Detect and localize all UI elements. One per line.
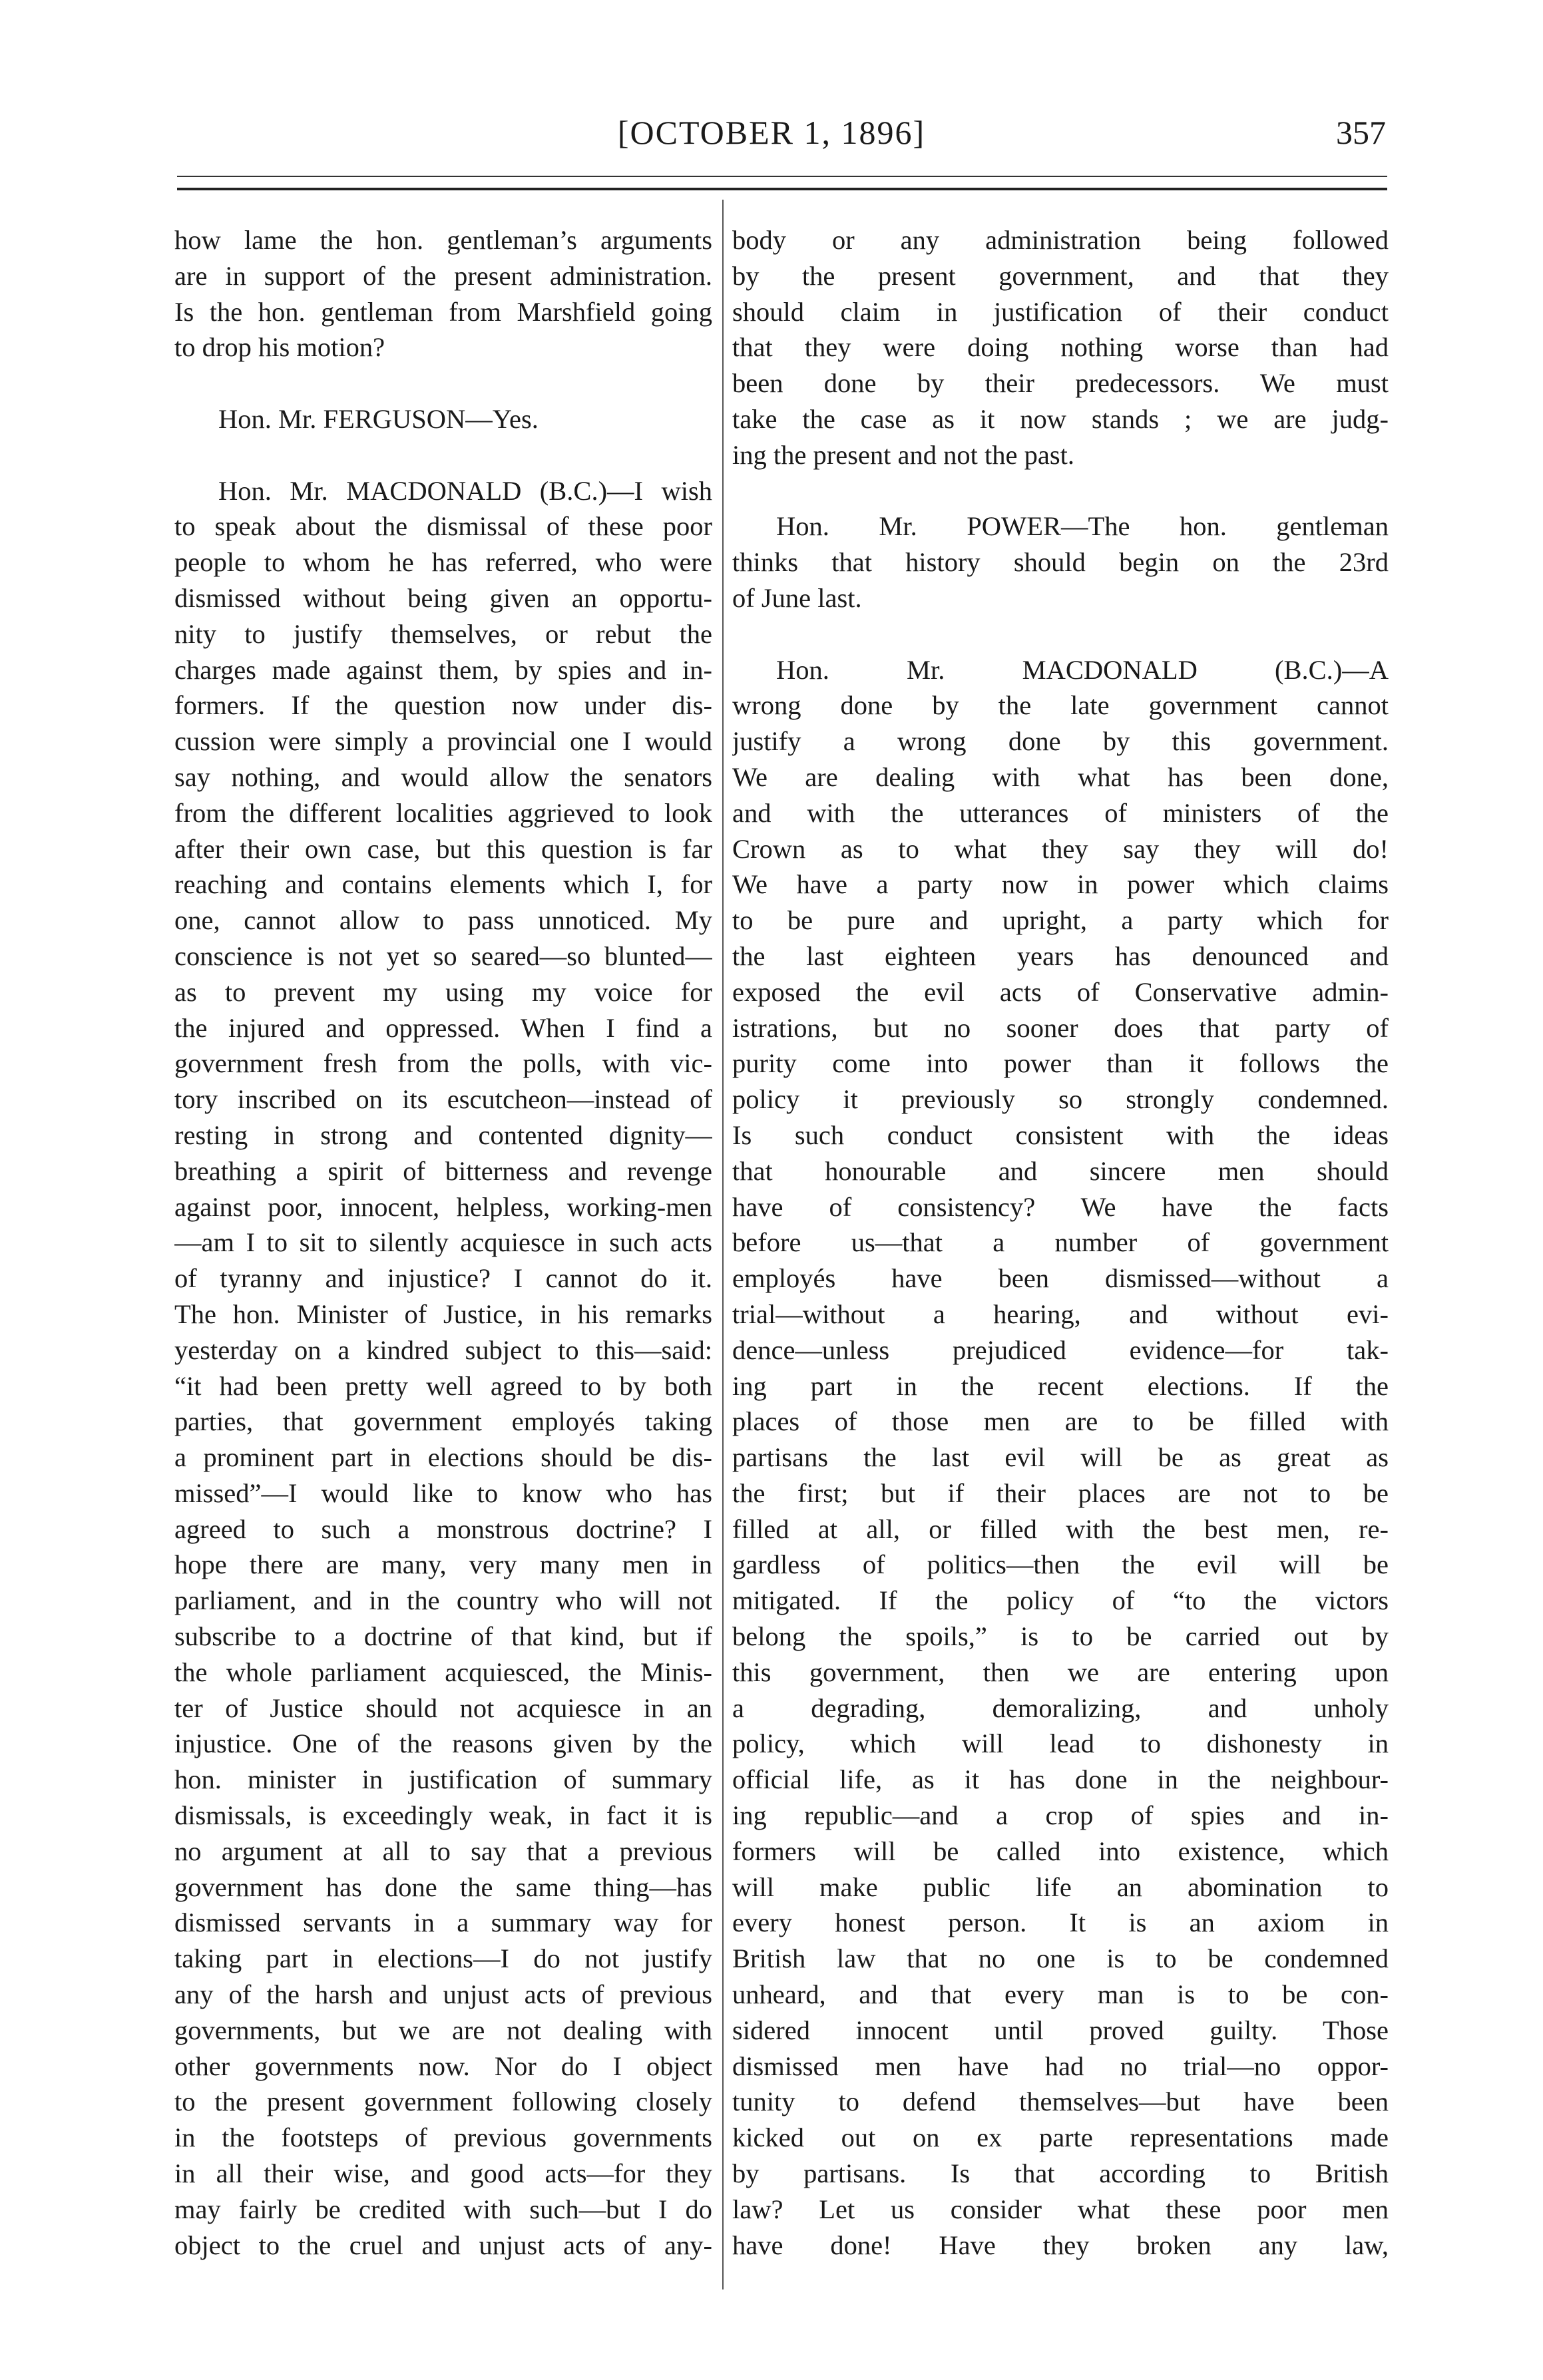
text-line: dence—unless prejudiced evidence—for tak-	[732, 1334, 1389, 1365]
text-line: The hon. Minister of Justice, in his remarks	[174, 1298, 712, 1329]
text-line: charges made against them, by spies and in-	[174, 654, 712, 685]
text-line: Is such conduct consistent with the ideas	[732, 1119, 1389, 1150]
text-line: law? Let us consider what these poor men	[732, 2194, 1389, 2224]
text-line: have of consistency? We have the facts	[732, 1191, 1389, 1222]
text-line: We have a party now in power which claims	[732, 869, 1389, 900]
text-line: and with the utterances of ministers of the	[732, 797, 1389, 828]
text-line: any of the harsh and unjust acts of previous	[174, 1979, 712, 2010]
text-line: a prominent part in elections should be dis-	[174, 1442, 712, 1473]
header-rule-thick	[177, 188, 1387, 190]
text-line: “it had been pretty well agreed to by both	[174, 1370, 712, 1401]
text-line: agreed to such a monstrous doctrine? I	[174, 1513, 712, 1544]
text-line: British law that no one is to be condemned	[732, 1943, 1389, 1974]
left-column	[174, 222, 712, 2263]
text-line	[732, 616, 1389, 652]
text-line: hope there are many, very many men in	[174, 1549, 712, 1580]
text-line: sidered innocent until proved guilty. Those	[732, 2015, 1389, 2045]
text-line: the injured and oppressed. When I find a	[174, 1012, 712, 1043]
text-line: policy it previously so strongly condemned.	[732, 1084, 1389, 1115]
text-line: nity to justify themselves, or rebut the	[174, 618, 712, 649]
text-line: the first; but if their places are not to be	[732, 1478, 1389, 1508]
text-line: dismissed servants in a summary way for	[174, 1907, 712, 1938]
text-line: no argument at all to say that a previous	[174, 1836, 712, 1866]
text-line: to speak about the dismissal of these poor	[174, 511, 712, 542]
text-line: object to the cruel and unjust acts of any-	[174, 2230, 712, 2260]
text-line: taking part in elections—I do not justify	[174, 1943, 712, 1974]
text-line: policy, which will lead to dishonesty in	[732, 1728, 1389, 1759]
text-line: take the case as it now stands ; we are judg-	[732, 403, 1389, 434]
text-line: body or any administration being followed	[732, 225, 1389, 255]
text-line	[174, 437, 712, 473]
text-line: formers. If the question now under dis-	[174, 690, 712, 721]
text-line: ing republic—and a crop of spies and in-	[732, 1800, 1389, 1831]
text-line: say nothing, and would allow the senators	[174, 761, 712, 792]
text-line: partisans the last evil will be as great as	[732, 1442, 1389, 1473]
text-line: We are dealing with what has been done,	[732, 761, 1389, 792]
text-line: ing the present and not the past.	[732, 439, 1075, 470]
text-line: been done by their predecessors. We must	[732, 368, 1389, 399]
text-line: yesterday on a kindred subject to this—said:	[174, 1334, 712, 1365]
text-line: missed”—I would like to know who has	[174, 1478, 712, 1508]
text-line: in the footsteps of previous governments	[174, 2122, 712, 2153]
text-line: every honest person. It is an axiom in	[732, 1907, 1389, 1938]
text-line: wrong done by the late government cannot	[732, 690, 1389, 721]
text-line: mitigated. If the policy of “to the victors	[732, 1585, 1389, 1616]
text-line: how lame the hon. gentleman’s arguments	[174, 225, 712, 255]
text-line: governments, but we are not dealing with	[174, 2015, 712, 2045]
text-line: by partisans. Is that according to British	[732, 2158, 1389, 2189]
text-line: unheard, and that every man is to be con-	[732, 1979, 1389, 2010]
text-line: purity come into power than it follows the	[732, 1048, 1389, 1079]
page-header-date: [OCTOBER 1, 1896]	[617, 114, 926, 151]
text-line: hon. minister in justification of summary	[174, 1764, 712, 1795]
text-line: filled at all, or filled with the best men, re-	[732, 1513, 1389, 1544]
page-number: 357	[1336, 114, 1386, 151]
text-line: Hon. Mr. FERGUSON—Yes.	[218, 403, 539, 434]
text-line: dismissed men have had no trial—no oppor-	[732, 2051, 1389, 2081]
text-line: government has done the same thing—has	[174, 1872, 712, 1902]
text-line: belong the spoils,” is to be carried out by	[732, 1621, 1389, 1652]
text-line: conscience is not yet so seared—so blunted—	[174, 940, 712, 971]
text-line: a degrading, demoralizing, and unholy	[732, 1692, 1389, 1723]
text-line: justify a wrong done by this government.	[732, 726, 1389, 757]
text-line: resting in strong and contented dignity—	[174, 1119, 712, 1150]
text-line: tory inscribed on its escutcheon—instead of	[174, 1084, 712, 1115]
right-column	[732, 222, 1389, 2263]
text-line: of June last.	[732, 582, 862, 613]
text-line: tunity to defend themselves—but have been	[732, 2086, 1389, 2117]
text-line	[732, 473, 1389, 509]
text-line: ter of Justice should not acquiesce in an	[174, 1692, 712, 1723]
column-divider	[722, 200, 724, 2289]
text-line	[174, 365, 712, 401]
text-line: government fresh from the polls, with vic-	[174, 1048, 712, 1079]
text-line: injustice. One of the reasons given by the	[174, 1728, 712, 1759]
text-line: have done! Have they broken any law,	[732, 2230, 1389, 2260]
text-line: places of those men are to be filled with	[732, 1406, 1389, 1437]
text-line: people to whom he has referred, who were	[174, 547, 712, 578]
text-line: dismissed without being given an opportu-	[174, 582, 712, 613]
text-line: reaching and contains elements which I, for	[174, 869, 712, 900]
text-line: Hon. Mr. MACDONALD (B.C.)—A	[776, 654, 1389, 685]
text-line: one, cannot allow to pass unnoticed. My	[174, 905, 712, 936]
text-line: —am I to sit to silently acquiesce in such acts	[174, 1227, 712, 1258]
text-line: from the different localities aggrieved to look	[174, 797, 712, 828]
text-line: to the present government following closely	[174, 2086, 712, 2117]
text-line: that honourable and sincere men should	[732, 1155, 1389, 1186]
text-line: employés have been dismissed—without a	[732, 1263, 1389, 1294]
text-line: dismissals, is exceedingly weak, in fact it is	[174, 1800, 712, 1831]
text-line: formers will be called into existence, which	[732, 1836, 1389, 1866]
header-rule-thin	[177, 176, 1387, 177]
text-line: this government, then we are entering upon	[732, 1657, 1389, 1687]
text-line: Crown as to what they say they will do!	[732, 833, 1389, 864]
text-line: will make public life an abomination to	[732, 1872, 1389, 1902]
text-line: other governments now. Nor do I object	[174, 2051, 712, 2081]
text-line: exposed the evil acts of Conservative admin-	[732, 976, 1389, 1007]
text-line: as to prevent my using my voice for	[174, 976, 712, 1007]
text-line: parties, that government employés taking	[174, 1406, 712, 1437]
text-line: to be pure and upright, a party which for	[732, 905, 1389, 936]
text-line: by the present government, and that they	[732, 260, 1389, 291]
text-line: should claim in justification of their conduct	[732, 296, 1389, 327]
text-line: Is the hon. gentleman from Marshfield going	[174, 296, 712, 327]
text-line: breathing a spirit of bitterness and revenge	[174, 1155, 712, 1186]
text-line: thinks that history should begin on the 23rd	[732, 547, 1389, 578]
text-line: the whole parliament acquiesced, the Minis-	[174, 1657, 712, 1687]
text-line: before us—that a number of government	[732, 1227, 1389, 1258]
text-line: may fairly be credited with such—but I do	[174, 2194, 712, 2224]
text-line: kicked out on ex parte representations made	[732, 2122, 1389, 2153]
text-line: ing part in the recent elections. If the	[732, 1370, 1389, 1401]
text-line: official life, as it has done in the neighbour-	[732, 1764, 1389, 1795]
text-line: after their own case, but this question is far	[174, 833, 712, 864]
text-line: istrations, but no sooner does that party of	[732, 1012, 1389, 1043]
text-line: trial—without a hearing, and without evi-	[732, 1298, 1389, 1329]
text-line: are in support of the present administration.	[174, 260, 712, 291]
text-line: that they were doing nothing worse than had	[732, 332, 1389, 363]
text-line: Hon. Mr. MACDONALD (B.C.)—I wish	[218, 475, 712, 506]
text-line: the last eighteen years has denounced and	[732, 940, 1389, 971]
text-line: gardless of politics—then the evil will be	[732, 1549, 1389, 1580]
text-line: to drop his motion?	[174, 332, 385, 363]
text-line: cussion were simply a provincial one I would	[174, 726, 712, 757]
text-line: in all their wise, and good acts—for they	[174, 2158, 712, 2189]
text-line: of tyranny and injustice? I cannot do it.	[174, 1263, 712, 1294]
text-line: Hon. Mr. POWER—The hon. gentleman	[776, 511, 1389, 542]
text-line: subscribe to a doctrine of that kind, but if	[174, 1621, 712, 1652]
text-line: against poor, innocent, helpless, working-men	[174, 1191, 712, 1222]
text-line: parliament, and in the country who will not	[174, 1585, 712, 1616]
